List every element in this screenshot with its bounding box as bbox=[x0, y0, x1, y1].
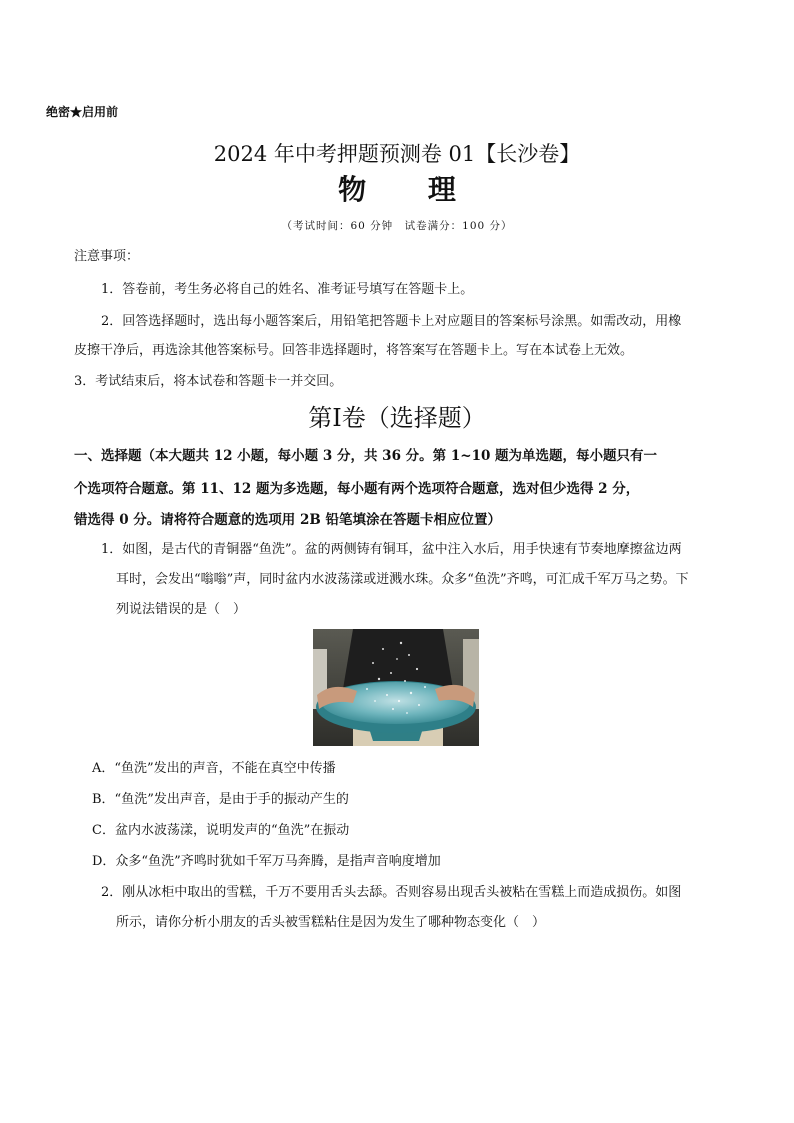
option-a: A．“鱼洗”发出的声音，不能在真空中传播 bbox=[92, 761, 336, 776]
notice-item-3: 3．考试结束后，将本试卷和答题卡一并交回。 bbox=[74, 374, 343, 389]
exam-info: （考试时间：60 分钟 试卷满分：100 分） bbox=[281, 220, 513, 232]
section-instructions-line-1: 一、选择题（本大题共 12 小题，每小题 3 分，共 36 分。第 1~10 题为单选题，每小题只有一 bbox=[74, 448, 658, 464]
question-2-line-1: 2．刚从冰柜中取出的雪糕，千万不要用舌头去舔。否则容易出现舌头被粘在雪糕上而造成损伤。如图 bbox=[101, 885, 682, 900]
notice-item-1: 1．答卷前，考生务必将自己的姓名、准考证号填写在答题卡上。 bbox=[101, 282, 474, 297]
subject-title: 物 理 bbox=[338, 173, 482, 206]
exam-title: 2024 年中考押题预测卷 01【长沙卷】 bbox=[213, 142, 581, 166]
question-1-line-3: 列说法错误的是（ ） bbox=[116, 602, 247, 617]
notice-item-2-line-2: 皮擦干净后，再选涂其他答案标号。回答非选择题时，将答案写在答题卡上。写在本试卷上无效。 bbox=[74, 343, 634, 358]
bronze-basin-photo bbox=[313, 629, 479, 746]
question-1-line-1: 1．如图，是古代的青铜器“鱼洗”。盆的两侧铸有铜耳，盆中注入水后，用手快速有节奏地摩擦盆边两 bbox=[101, 542, 682, 557]
option-c: C．盆内水波荡漾，说明发声的“鱼洗”在振动 bbox=[92, 823, 350, 838]
notice-item-2-line-1: 2．回答选择题时，选出每小题答案后，用铅笔把答题卡上对应题目的答案标号涂黑。如需改动，用橡 bbox=[101, 314, 682, 329]
confidential-label: 绝密★启用前 bbox=[46, 105, 119, 119]
question-2-line-2: 所示，请你分析小朋友的舌头被雪糕粘住是因为发生了哪种物态变化（ ） bbox=[116, 915, 546, 930]
option-b: B．“鱼洗”发出声音，是由于手的振动产生的 bbox=[92, 792, 349, 807]
part-title: 第Ⅰ卷（选择题） bbox=[308, 404, 486, 432]
section-instructions-line-2: 个选项符合题意。第 11、12 题为多选题，每小题有两个选项符合题意，选对但少选得 2 分， bbox=[74, 481, 640, 497]
notice-heading: 注意事项： bbox=[74, 249, 140, 264]
question-1-line-2: 耳时，会发出“嗡嗡”声，同时盆内水波荡漾或迸溅水珠。众多“鱼洗”齐鸣，可汇成千军万马之势。下 bbox=[116, 572, 689, 587]
section-instructions-line-3: 错选得 0 分。请将符合题意的选项用 2B 铅笔填涂在答题卡相应位置） bbox=[74, 512, 501, 528]
option-d: D．众多“鱼洗”齐鸣时犹如千军万马奔腾，是指声音响度增加 bbox=[92, 854, 441, 869]
